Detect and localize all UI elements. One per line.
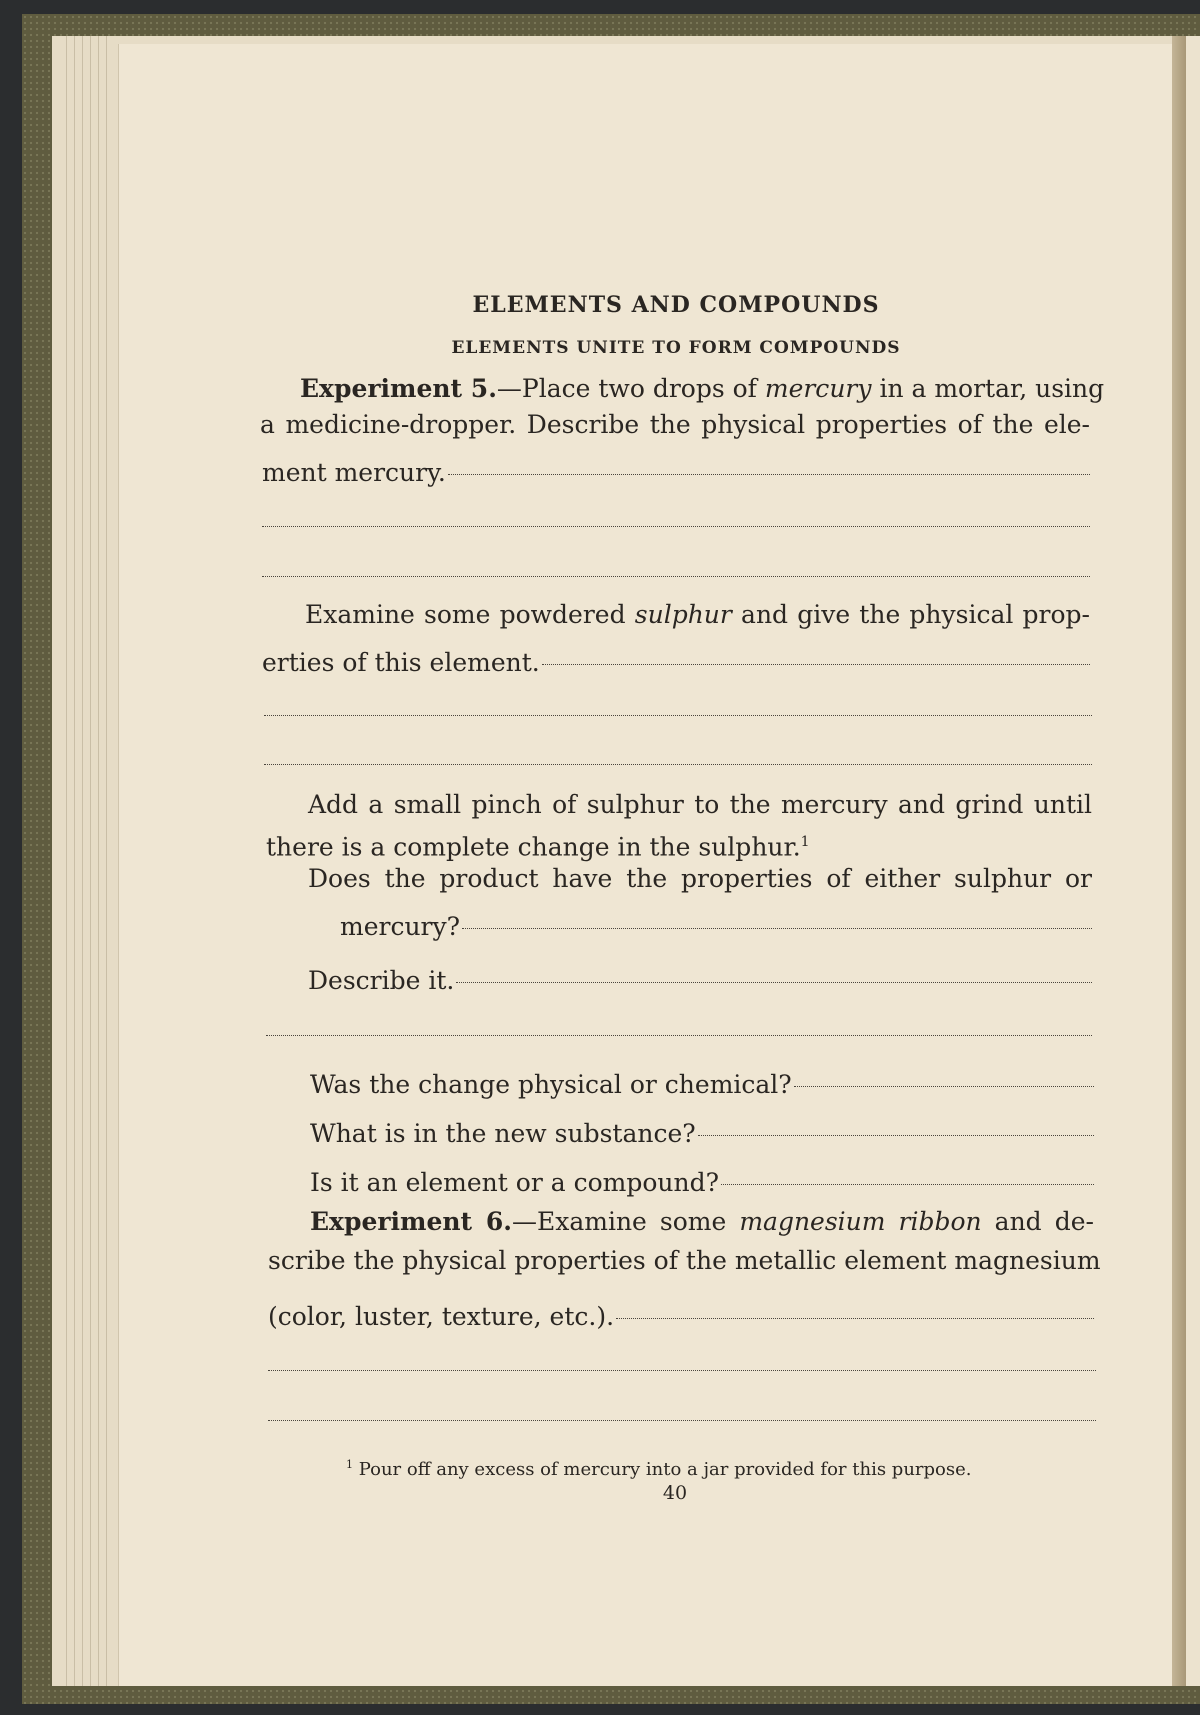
answer-line[interactable] xyxy=(268,1370,1096,1371)
answer-line[interactable] xyxy=(262,576,1090,577)
answer-field[interactable]: What is in the new substance? xyxy=(310,1119,1094,1149)
page-edge xyxy=(66,36,67,1686)
spine-gutter xyxy=(1172,36,1186,1686)
exp6-line1: Experiment 6.—Examine some magnesium ribbon and de- xyxy=(310,1207,1094,1236)
facing-page xyxy=(1186,36,1200,1686)
answer-line[interactable] xyxy=(266,1035,1092,1036)
answer-line[interactable] xyxy=(268,1420,1096,1421)
grind-line2: there is a complete change in the sulphur.$^1$ xyxy=(266,832,810,862)
answer-line[interactable] xyxy=(264,715,1092,716)
page-edge xyxy=(82,36,83,1686)
page-edge xyxy=(98,36,99,1686)
sulphur-line1: Examine some powdered sulphur and give the physical prop- xyxy=(305,600,1091,629)
question-line: Does the product have the properties of either sulphur or xyxy=(308,864,1092,893)
footnote: $^1$ Pour off any excess of mercury into a jar provided for this purpose. xyxy=(346,1458,972,1480)
section-heading: ELEMENTS UNITE TO FORM COMPOUNDS xyxy=(451,338,901,358)
grind-line1: Add a small pinch of sulphur to the mercury and grind until xyxy=(308,790,1092,819)
answer-field[interactable]: Was the change physical or chemical? xyxy=(310,1070,1094,1100)
page-edge xyxy=(74,36,75,1686)
answer-field[interactable]: (color, luster, texture, etc.). xyxy=(268,1302,1094,1332)
exp5-line2: a medicine-dropper. Describe the physical properties of the ele- xyxy=(260,410,1090,439)
exp6-line2: scribe the physical properties of the metallic element magnesium xyxy=(268,1246,1101,1275)
answer-field[interactable]: Describe it. xyxy=(308,966,1092,996)
answer-line[interactable] xyxy=(262,526,1090,527)
exp5-line1: Experiment 5.—Place two drops of mercury in a mortar, using xyxy=(300,374,1105,403)
answer-field[interactable]: mercury? xyxy=(340,912,1092,942)
page-edge xyxy=(90,36,91,1686)
page-number: 40 xyxy=(662,1482,688,1504)
page-edge xyxy=(106,36,107,1686)
answer-line[interactable] xyxy=(264,764,1092,765)
answer-field[interactable]: Is it an element or a compound? xyxy=(310,1168,1094,1198)
answer-field[interactable]: erties of this element. xyxy=(262,648,1090,678)
answer-field[interactable]: ment mercury. xyxy=(262,458,1090,488)
chapter-heading: ELEMENTS AND COMPOUNDS xyxy=(472,292,880,318)
